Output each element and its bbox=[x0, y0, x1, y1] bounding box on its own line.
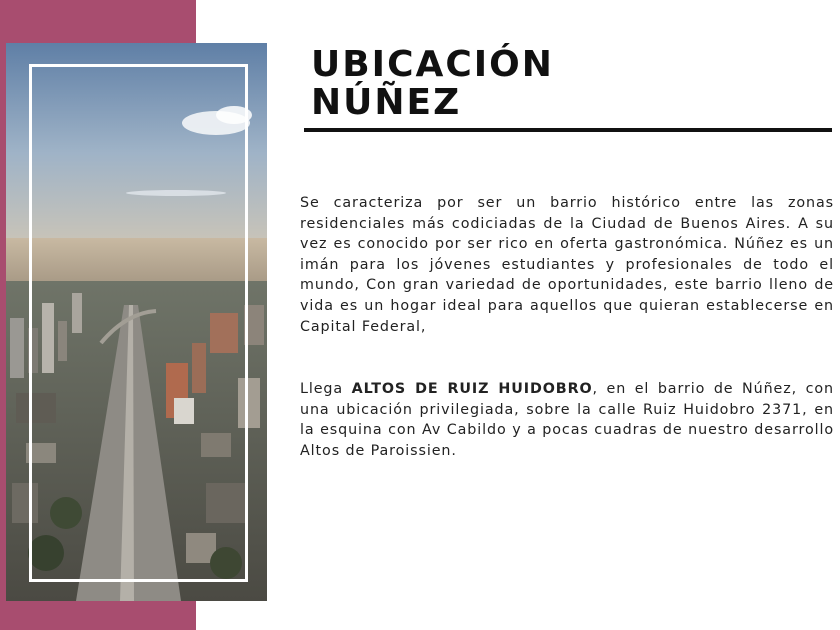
project-name: ALTOS DE RUIZ HUIDOBRO bbox=[351, 381, 593, 397]
title-line-2: NÚÑEZ bbox=[311, 82, 462, 123]
project-paragraph bbox=[300, 379, 834, 461]
photo-frame bbox=[29, 64, 248, 582]
project-suffix: , en el barrio de Núñez, con una ubicación privilegiada, sobre la calle Ruiz Huidobro 2371, en la esquina con Av Cabildo y a pocas cuadras de nuestro desarrollo Altos de Paroissien. bbox=[300, 381, 834, 459]
intro-paragraph: Se caracteriza por ser un barrio histórico entre las zonas residenciales más codiciadas de la Ciudad de Buenos Aires. A su vez es conocido por ser rico en oferta gastronómica. Núñez es un imán para los jóvenes estudiantes y profesionales de todo el mundo, Con gran variedad de oportunidades, este barrio lleno de vida es un hogar ideal para aquellos que quieran establecerse en Capital Federal, bbox=[300, 195, 834, 335]
title-line-1: UBICACIÓN bbox=[311, 44, 554, 85]
page-title bbox=[311, 46, 554, 122]
project-prefix: Llega bbox=[300, 381, 352, 397]
title-underline bbox=[304, 128, 832, 132]
